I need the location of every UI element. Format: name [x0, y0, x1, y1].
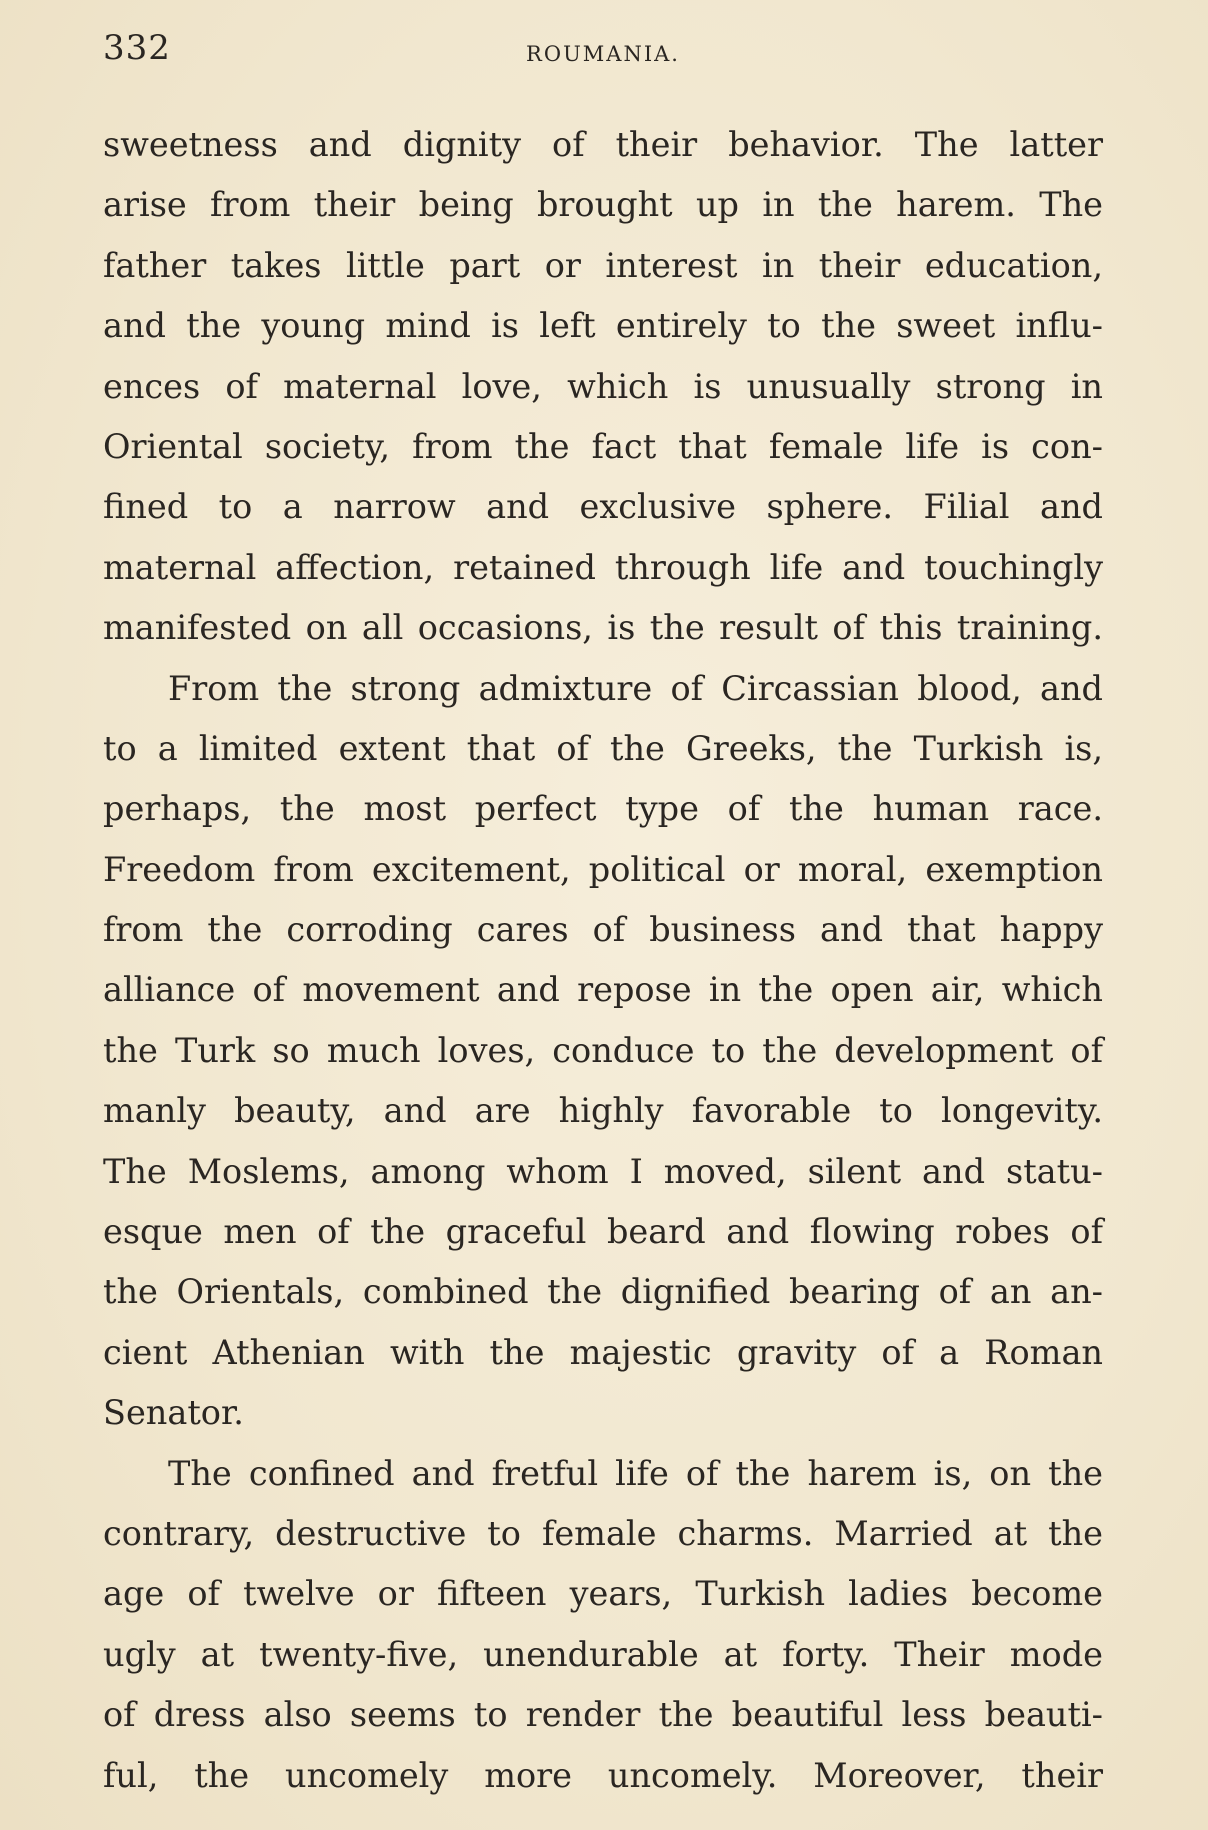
text-line: fined to a narrow and exclusive sphere. Filial and	[103, 487, 1103, 527]
page-number: 332	[103, 28, 171, 68]
text-line: ences of maternal love, which is unusually strong in	[103, 366, 1103, 406]
text-line: ugly at twenty-five, unendurable at forty. Their mode	[103, 1634, 1103, 1674]
text-line: The confined and fretful life of the harem is, on the	[168, 1453, 1103, 1493]
text-line: sweetness and dignity of their behavior. The latter	[103, 125, 1103, 164]
text-line: the Orientals, combined the dignified bearing of an an-	[103, 1272, 1103, 1312]
text-line: esque men of the graceful beard and flowing robes of	[103, 1212, 1103, 1252]
text-line: arise from their being brought up in the harem. The	[103, 185, 1103, 225]
text-line: perhaps, the most perfect type of the human race.	[103, 789, 1103, 829]
text-line: of dress also seems to render the beautiful less beauti-	[103, 1695, 1103, 1735]
text-line: maternal affection, retained through life and touchingly	[103, 547, 1103, 587]
text-line: ful, the uncomely more uncomely. Moreover, their	[103, 1755, 1103, 1795]
text-line: From the strong admixture of Circassian blood, and	[168, 668, 1103, 708]
text-line: The Moslems, among whom I moved, silent and statu-	[103, 1151, 1103, 1191]
text-line: the Turk so much loves, conduce to the development of	[103, 1030, 1103, 1070]
text-line: Freedom from excitement, political or moral, exemption	[103, 849, 1103, 889]
text-line: contrary, destructive to female charms. Married at the	[103, 1513, 1103, 1553]
text-line: from the corroding cares of business and that happy	[103, 910, 1103, 950]
text-line: to a limited extent that of the Greeks, the Turkish is,	[103, 728, 1103, 768]
text-line: age of twelve or fifteen years, Turkish ladies become	[103, 1574, 1103, 1614]
page-header	[103, 28, 1103, 88]
text-line: manly beauty, and are highly favorable to longevity.	[103, 1091, 1103, 1131]
text-line: cient Athenian with the majestic gravity of a Roman	[103, 1332, 1103, 1372]
text-line: father takes little part or interest in their education,	[103, 245, 1103, 285]
text-line: Senator.	[103, 1393, 244, 1433]
body-text	[103, 115, 1103, 1806]
running-head: ROUMANIA.	[526, 42, 680, 66]
text-line: Oriental society, from the fact that female life is con-	[103, 426, 1103, 466]
text-line: manifested on all occasions, is the result of this training.	[103, 608, 1103, 648]
text-line: and the young mind is left entirely to the sweet influ-	[103, 306, 1103, 346]
text-line: alliance of movement and repose in the open air, which	[103, 970, 1103, 1010]
